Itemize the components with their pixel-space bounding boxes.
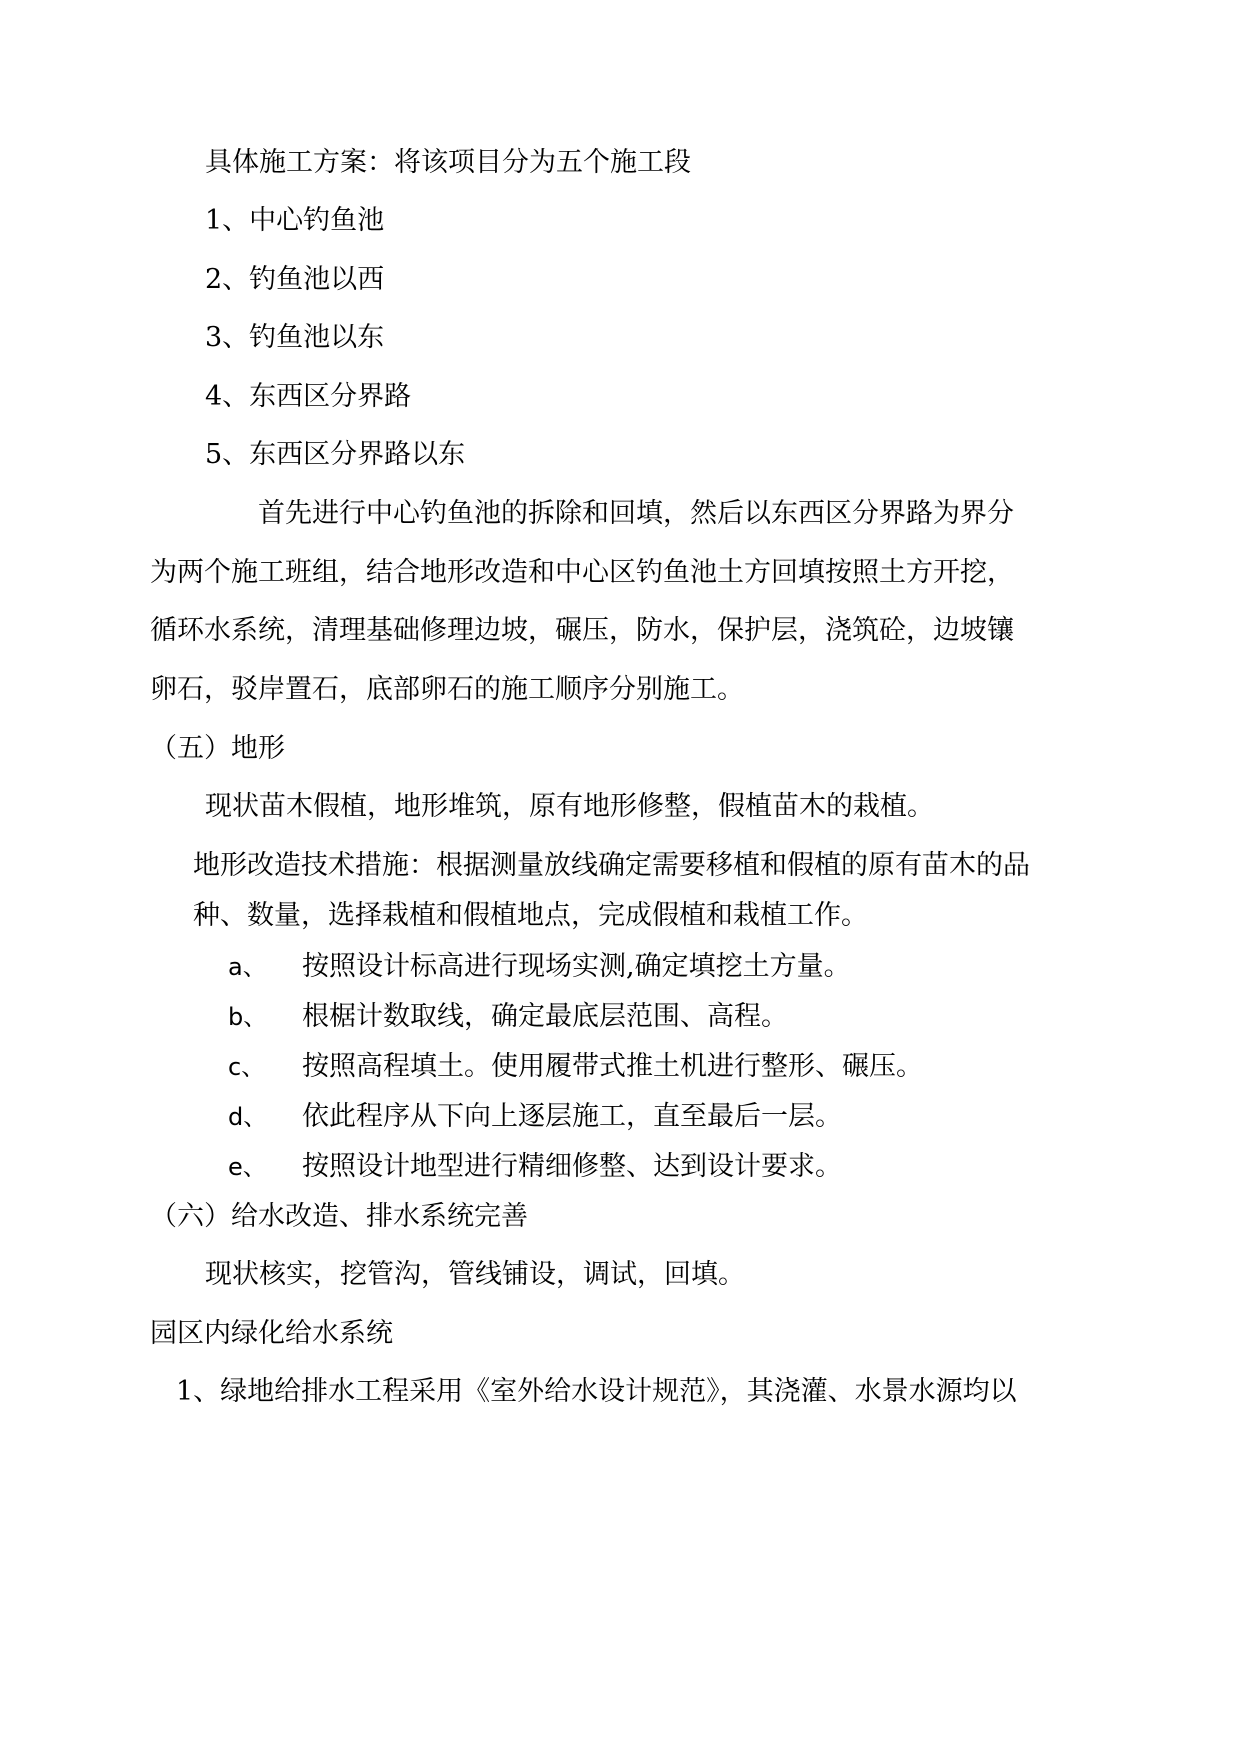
- water-summary: 现状核实，挖管沟，管线铺设，调试，回填。: [205, 1259, 745, 1290]
- water-item-1: 1、绿地给排水工程采用《室外给水设计规范》，其浇灌、水景水源均以: [176, 1376, 1017, 1407]
- step-b-text: 根椐计数取线，确定最底层范围、高程。: [302, 1001, 788, 1032]
- section-item-5: 5、东西区分界路以东: [205, 439, 466, 470]
- step-a-text: 按照设计标高进行现场实测,确定填挖土方量。: [302, 951, 851, 982]
- step-e-text: 按照设计地型进行精细修整、达到设计要求。: [302, 1151, 842, 1182]
- para1-line-4: 卵石，驳岸置石，底部卵石的施工顺序分别施工。: [150, 674, 744, 705]
- section-item-1: 1、中心钓鱼池: [205, 205, 385, 236]
- section-item-3: 3、钓鱼池以东: [205, 322, 385, 353]
- step-c-text: 按照高程填土。使用履带式推土机进行整形、碾压。: [302, 1051, 923, 1082]
- heading-terrain: （五）地形: [150, 733, 285, 764]
- para1-line-2: 为两个施工班组，结合地形改造和中心区钓鱼池土方回填按照土方开挖，: [150, 557, 1014, 588]
- step-a: [228, 950, 851, 984]
- step-d-text: 依此程序从下向上逐层施工，直至最后一层。: [302, 1101, 842, 1132]
- step-a-mark: a、: [228, 953, 267, 981]
- step-d: [228, 1100, 842, 1134]
- section-item-4: 4、东西区分界路: [205, 381, 412, 412]
- step-e-mark: e、: [228, 1153, 267, 1181]
- step-d-mark: d、: [228, 1103, 268, 1131]
- terrain-measure-line-1: 地形改造技术措施：根据测量放线确定需要移植和假植的原有苗木的品: [193, 850, 1030, 881]
- para1-line-3: 循环水系统，清理基础修理边坡，碾压，防水，保护层，浇筑砼，边坡镶: [150, 615, 1014, 646]
- step-e: [228, 1150, 842, 1184]
- step-c: [228, 1050, 923, 1084]
- para1-line-1: 首先进行中心钓鱼池的拆除和回填，然后以东西区分界路为界分: [258, 498, 1014, 529]
- step-c-mark: c、: [228, 1053, 266, 1081]
- intro-line: 具体施工方案：将该项目分为五个施工段: [205, 147, 691, 178]
- terrain-measure-line-2: 种、数量，选择栽植和假植地点，完成假植和栽植工作。: [193, 900, 868, 931]
- section-item-2: 2、钓鱼池以西: [205, 264, 385, 295]
- water-heading: 园区内绿化给水系统: [150, 1318, 393, 1349]
- step-b-mark: b、: [228, 1003, 268, 1031]
- heading-water: （六）给水改造、排水系统完善: [150, 1201, 528, 1232]
- step-b: [228, 1000, 788, 1034]
- terrain-summary: 现状苗木假植，地形堆筑，原有地形修整，假植苗木的栽植。: [205, 791, 934, 822]
